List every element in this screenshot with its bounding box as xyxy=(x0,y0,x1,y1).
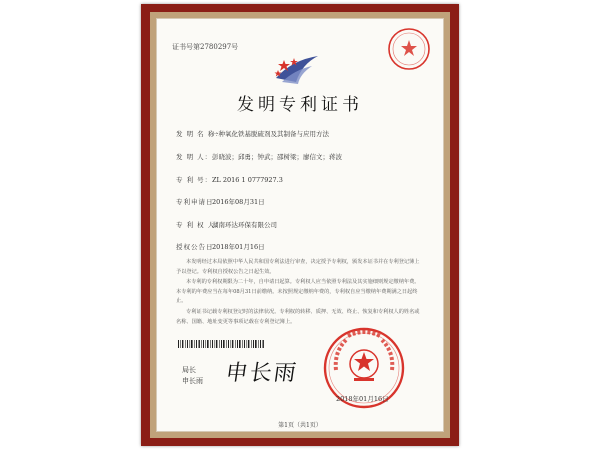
director-signature: 申长雨 xyxy=(223,361,300,386)
field-grant-date xyxy=(176,242,265,251)
field-label: 授权公告日： xyxy=(176,243,221,251)
field-label: 专利申请日： xyxy=(176,198,221,206)
field-label: 发 明 人： xyxy=(176,153,213,161)
field-label: 发 明 名 称： xyxy=(176,130,223,138)
page-number: 第1页（共1页） xyxy=(278,422,322,429)
field-label: 专 利 号： xyxy=(176,176,213,184)
cnipa-logo-icon xyxy=(272,52,322,86)
body-paragraph: 本专利的专利权期限为二十年，自申请日起算。专利权人应当依照专利法及其实施细则规定缴纳年费。本专利的年费应当在每年08月31日前缴纳。未按照规定缴纳年费的，专利权自应当缴纳年费期满之日起终止。 xyxy=(176,279,420,305)
field-value: 2016年08月31日 xyxy=(212,198,265,206)
field-patent-number xyxy=(176,175,283,184)
field-inventors xyxy=(176,152,342,161)
field-value: 一种氧化铁基脱硫剂及其制备与应用方法 xyxy=(212,130,329,138)
certificate-body xyxy=(176,258,424,328)
field-value: 湖南环达环保有限公司 xyxy=(212,221,277,229)
body-paragraph: 专利证书记载专利权登记时的法律状况。专利权的转移、质押、无效、终止、恢复和专利权人的姓名或名称、国籍、地址变更等事项记载在专利登记簿上。 xyxy=(176,308,420,325)
seal-date: 2018年01月16日 xyxy=(336,395,389,403)
field-value: 彭晓波；邱勇；钟武；邵树梁；廖信文；蒋波 xyxy=(212,153,342,161)
director-block xyxy=(182,365,203,387)
certificate-title: 发明专利证书 xyxy=(237,95,363,115)
field-invention-name xyxy=(176,129,329,138)
field-value: ZL 2016 1 0777927.3 xyxy=(212,176,283,184)
director-name: 申长雨 xyxy=(182,377,203,385)
field-value: 2018年01月16日 xyxy=(212,243,265,251)
director-title: 局长 xyxy=(182,366,196,374)
barcode-icon xyxy=(178,340,264,348)
field-patentee xyxy=(176,220,277,229)
field-application-date xyxy=(176,197,265,206)
certificate-number: 证书号第2780297号 xyxy=(172,43,239,51)
top-seal-icon xyxy=(386,26,432,72)
body-paragraph: 本发明经过本局依照中华人民共和国专利法进行审查，决定授予专利权，颁发本证书并在专利登记簿上予以登记。专利权自授权公告之日起生效。 xyxy=(176,259,420,275)
field-label: 专 利 权 人： xyxy=(176,221,223,229)
